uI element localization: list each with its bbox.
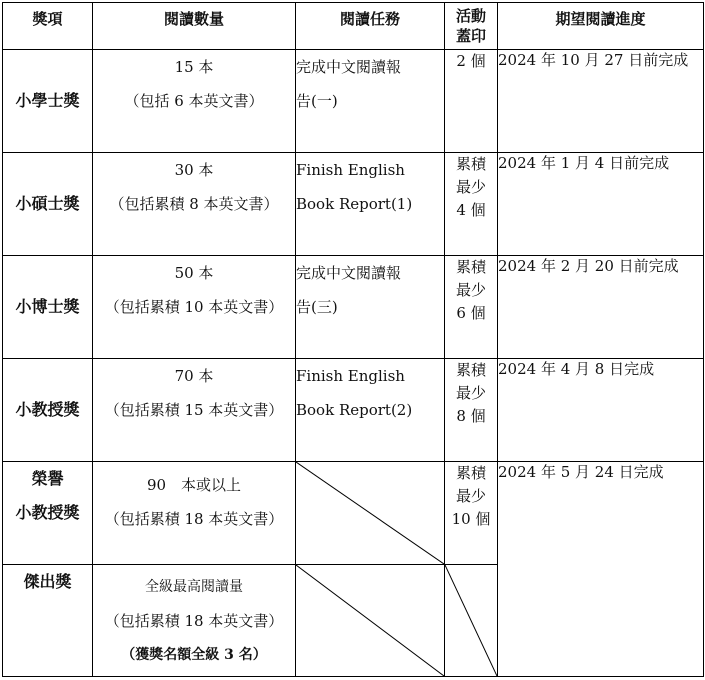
expected-progress: 2024 年 4 月 8 日完成 (498, 359, 704, 462)
reading-task: Finish English Book Report(2) (296, 359, 445, 462)
award-name: 小博士獎 (3, 256, 93, 359)
diagonal-strike (296, 462, 444, 564)
reading-task: 完成中文閱讀報 告(一) (296, 50, 445, 153)
table-row (3, 256, 704, 359)
table-row (3, 153, 704, 256)
reading-quantity: 15 本 （包括 6 本英文書） (93, 50, 296, 153)
award-name: 榮譽 小教授獎 (3, 462, 93, 565)
expected-progress: 2024 年 10 月 27 日前完成 (498, 50, 704, 153)
reading-quantity: 50 本 （包括累積 10 本英文書） (93, 256, 296, 359)
reading-task: Finish English Book Report(1) (296, 153, 445, 256)
activity-stamp-empty (445, 565, 498, 677)
expected-progress: 2024 年 2 月 20 日前完成 (498, 256, 704, 359)
activity-stamp: 累積 最少 10 個 (445, 462, 498, 565)
header-progress: 期望閱讀進度 (498, 3, 704, 50)
header-task: 閱讀任務 (296, 3, 445, 50)
activity-stamp: 累積 最少 6 個 (445, 256, 498, 359)
reading-quantity: 30 本 （包括累積 8 本英文書） (93, 153, 296, 256)
award-name: 傑出獎 (3, 565, 93, 677)
reading-task-empty (296, 565, 445, 677)
header-quantity: 閱讀數量 (93, 3, 296, 50)
table-row (3, 359, 704, 462)
award-name: 小碩士獎 (3, 153, 93, 256)
award-name: 小教授獎 (3, 359, 93, 462)
reading-task: 完成中文閱讀報 告(三) (296, 256, 445, 359)
award-name: 小學士獎 (3, 50, 93, 153)
activity-stamp: 累積 最少 8 個 (445, 359, 498, 462)
reading-quantity: 70 本 （包括累積 15 本英文書） (93, 359, 296, 462)
table-row (3, 50, 704, 153)
table-row (3, 462, 704, 565)
diagonal-strike (445, 565, 497, 676)
expected-progress: 2024 年 5 月 24 日完成 (498, 462, 704, 677)
diagonal-strike (296, 565, 444, 676)
reading-task-empty (296, 462, 445, 565)
activity-stamp: 2 個 (445, 50, 498, 153)
reading-quantity: 全級最高閱讀量 （包括累積 18 本英文書） （獲獎名額全級 3 名） (93, 565, 296, 677)
expected-progress: 2024 年 1 月 4 日前完成 (498, 153, 704, 256)
header-stamp: 活動 蓋印 (445, 3, 498, 50)
reading-quantity: 90 本或以上 （包括累積 18 本英文書） (93, 462, 296, 565)
header-award: 獎項 (3, 3, 93, 50)
award-table (2, 2, 704, 677)
header-row (3, 3, 704, 50)
activity-stamp: 累積 最少 4 個 (445, 153, 498, 256)
